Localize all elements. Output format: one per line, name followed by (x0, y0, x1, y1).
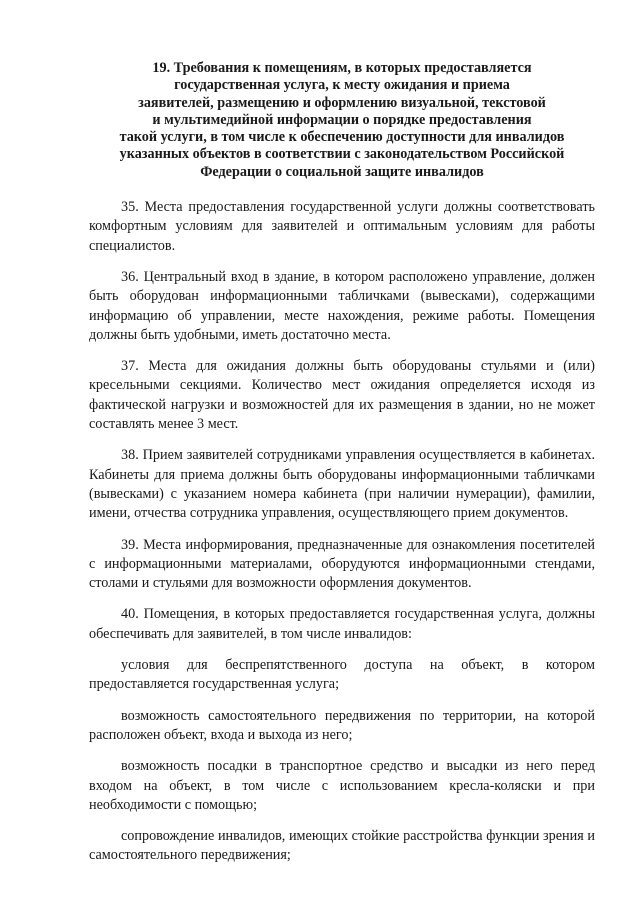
paragraph-35: 35. Места предоставления государственной услуги должны соответствовать комфортным условиям для заявителей и оптимальным условиям для работы специалистов. (89, 199, 595, 254)
heading-line: и мультимедийной информации о порядке предоставления (152, 111, 532, 128)
heading-line: государственная услуга, к месту ожидания и приема (174, 77, 510, 94)
list-item-access-conditions: условия для беспрепятственного доступа на объект, в котором предоставляется государственная услуга; (89, 657, 595, 693)
list-item-independent-movement: возможность самостоятельного передвижения по территории, на которой расположен объект, входа и выхода из него; (89, 707, 595, 743)
heading-line: заявителей, размещению и оформлению визуальной, текстовой (138, 94, 546, 111)
heading-line: Федерации о социальной защите инвалидов (200, 163, 484, 180)
section-heading (89, 60, 595, 181)
heading-line: указанных объектов в соответствии с законодательством Российской (119, 146, 565, 163)
paragraph-37: 37. Места для ожидания должны быть оборудованы стульями и (или) кресельными секциями. Количество мест ожидания определяется исходя из фактической нагрузки и возможностей для их размещения в здании, но не может составлять менее 3 мест. (89, 358, 595, 433)
list-item-transport-boarding: возможность посадки в транспортное средство и высадки из него перед входом на объект, в том числе с использованием кресла-коляски и при необходимости с помощью; (89, 758, 595, 813)
heading-line: такой услуги, в том числе к обеспечению доступности для инвалидов (119, 129, 565, 146)
document-page (89, 60, 595, 878)
list-item-accompaniment: сопровождение инвалидов, имеющих стойкие расстройства функции зрения и самостоятельного передвижения; (89, 828, 595, 864)
paragraph-38: 38. Прием заявителей сотрудниками управления осуществляется в кабинетах. Кабинеты для приема должны быть оборудованы информационными табличками (вывесками) с указанием номера кабинета (при наличии нумерации), фамилии, имени, отчества сотрудника управления, осуществляющего прием документов. (89, 447, 595, 522)
paragraph-36: 36. Центральный вход в здание, в котором расположено управление, должен быть оборудован информационными табличками (вывесками), содержащими информацию об управлении, месте нахождения, режиме работы. Помещения должны быть удобными, иметь достаточно места. (89, 268, 595, 343)
paragraph-40: 40. Помещения, в которых предоставляется государственная услуга, должны обеспечивать для заявителей, в том числе инвалидов: (89, 606, 595, 642)
paragraph-39: 39. Места информирования, предназначенные для ознакомления посетителей с информационными материалами, оборудуются информационными стендами, столами и стульями для возможности оформления документов. (89, 536, 595, 592)
heading-line: 19. Требования к помещениям, в которых предоставляется (152, 60, 532, 76)
